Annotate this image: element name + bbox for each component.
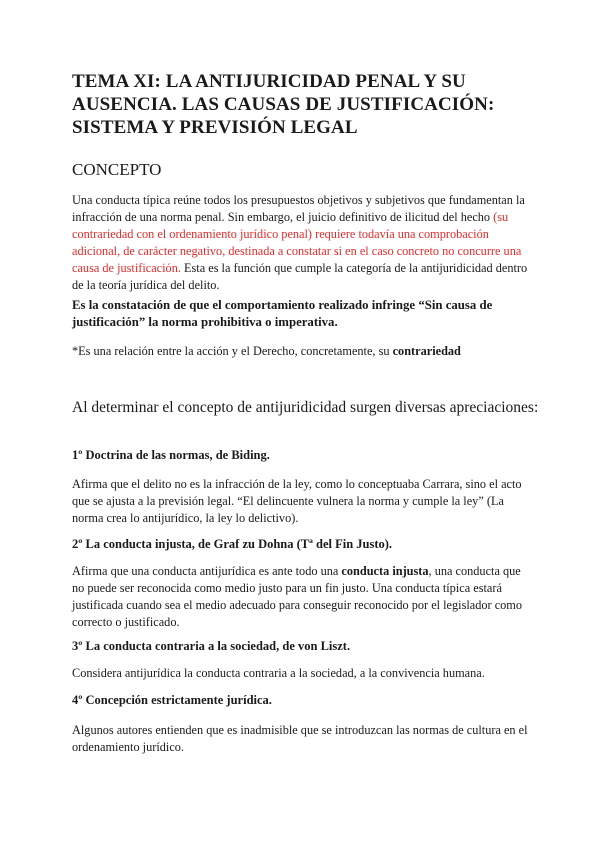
concept-heading: CONCEPTO <box>72 160 162 179</box>
intro-text-start: Una conducta típica reúne todos los presupuestos objetivos y subjetivos que fundamentan la infracción de una norma penal. Sin embargo, el juicio definitivo de ilicitud del hecho <box>72 193 525 224</box>
item-1-body: Afirma que el delito no es la infracción de la ley, como lo conceptuaba Carrara, sino el acto que se ajusta a la previsión legal. “El delincuente vulnera la norma y cumple la ley” (La norma crea lo antijurídico, la ley lo delictivo). <box>72 477 522 525</box>
item-1-heading: 1º Doctrina de las normas, de Biding. <box>72 448 270 462</box>
intro-paragraph <box>72 192 532 294</box>
apreciaciones-heading: Al determinar el concepto de antijuridicidad surgen diversas apreciaciones: <box>72 399 539 416</box>
relation-text: *Es una relación entre la acción y el Derecho, concretamente, su <box>72 344 393 358</box>
item-2-body-end: , una conducta que no puede ser reconocida como medio justo para un fin justo. Una conducta típica estará justificada cuando sea el medio adecuado para conseguir reconocido por el legislador como correcto o justificado. <box>72 564 523 629</box>
relation-paragraph <box>72 343 532 360</box>
item-3-body: Considera antijurídica la conducta contraria a la sociedad, a la convivencia humana. <box>72 666 485 680</box>
intro-highlight-text: (su contrariedad con el ordenamiento jurídico penal) requiere todavía una comprobación adicional, de carácter negativo, destinada a constatar si en el caso concreto no concurre una causa de justificación. <box>72 210 522 275</box>
item-3-heading: 3º La conducta contraria a la sociedad, de von Liszt. <box>72 639 351 653</box>
intro-text-end: Esta es la función que cumple la categoría de la antijuridicidad dentro de la teoría jurídica del delito. <box>72 261 528 292</box>
item-2-heading: 2º La conducta injusta, de Graf zu Dohna (Tª del Fin Justo). <box>72 537 393 551</box>
definition-paragraph: Es la constatación de que el comportamiento realizado infringe “Sin causa de justificación” la norma prohibitiva o imperativa. <box>72 298 493 329</box>
item-2-body-bold: conducta injusta <box>341 564 429 578</box>
item-2-body <box>72 563 532 631</box>
document-title: TEMA XI: LA ANTIJURICIDAD PENAL Y SU AUSENCIA. LAS CAUSAS DE JUSTIFICACIÓN: SISTEMA Y PREVISIÓN LEGAL <box>72 71 495 138</box>
item-4-body: Algunos autores entienden que es inadmisible que se introduzcan las normas de cultura en el ordenamiento jurídico. <box>72 723 528 754</box>
item-2-body-start: Afirma que una conducta antijurídica es ante todo una <box>72 564 342 578</box>
item-4-heading: 4º Concepción estrictamente jurídica. <box>72 693 272 707</box>
relation-bold-text: contrariedad <box>392 344 461 358</box>
